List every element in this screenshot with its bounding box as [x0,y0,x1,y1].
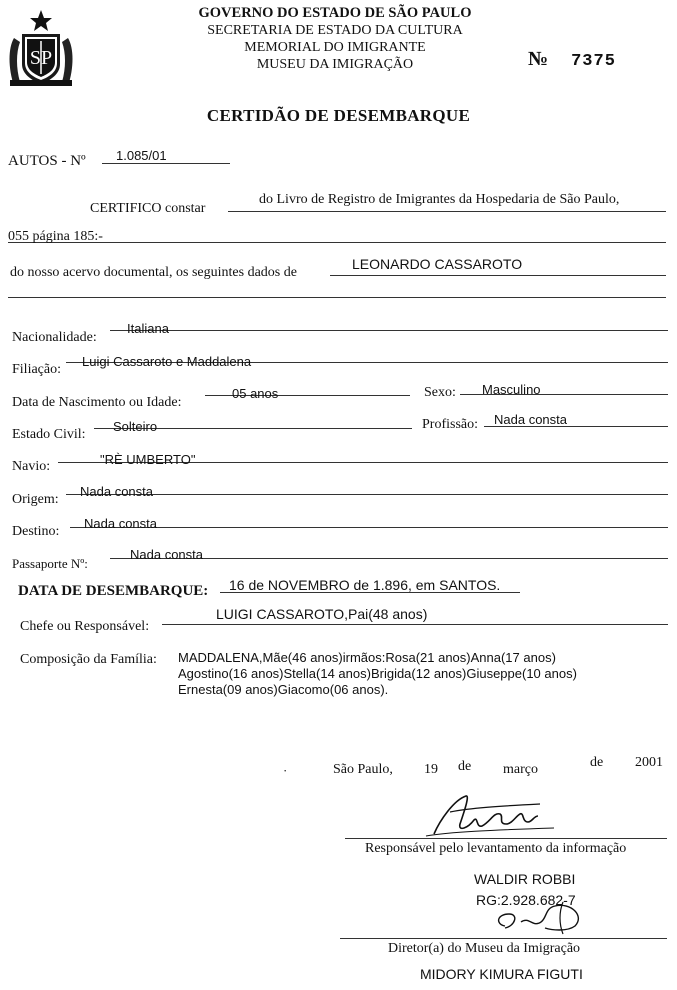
responsavel-name: WALDIR ROBBI [474,871,576,887]
certifico-value-1: do Livro de Registro de Imigrantes da Hospedaria de São Paulo, [259,192,620,207]
filiacao-value: Luigi Cassaroto e Maddalena [82,354,252,369]
autos-label: AUTOS - Nº [8,153,86,169]
certifico-label: CERTIFICO constar [90,201,206,216]
destino-line [70,527,668,528]
acervo-line-2 [8,297,666,298]
diretor-line [340,938,667,939]
desembarque-value: 16 de NOVEMBRO de 1.896, em SANTOS. [229,577,501,593]
date-month: março [503,762,538,777]
certifico-line-1 [228,211,666,212]
sao-paulo-seal-icon [6,8,76,88]
origem-value: Nada consta [80,484,153,499]
destino-value: Nada consta [84,516,157,531]
header-museum: MUSEU DA IMIGRAÇÃO [256,57,414,72]
institution-header [150,5,520,73]
header-secretariat: SECRETARIA DE ESTADO DA CULTURA [207,23,463,38]
person-name: LEONARDO CASSAROTO [352,256,523,272]
responsavel-label: Responsável pelo levantamento da informação [365,841,627,856]
responsavel-line [345,838,667,839]
nacionalidade-value: Italiana [127,321,169,336]
estado-civil-value: Solteiro [113,419,158,434]
nacionalidade-label: Nacionalidade: [12,330,97,345]
familia-line-2: Agostino(16 anos)Stella(14 anos)Brigida(12 anos)Giuseppe(10 anos) [178,666,577,681]
nacionalidade-line [110,330,668,331]
sexo-label: Sexo: [424,385,456,400]
certifico-value-2: 055 página 185:- [8,229,103,244]
origem-label: Origem: [12,492,59,507]
header-government: GOVERNO DO ESTADO DE SÃO PAULO [198,5,472,21]
autos-value: 1.085/01 [116,148,167,163]
responsavel-rg: RG:2.928.682-7 [476,892,576,908]
date-day: 19 [424,762,438,777]
diretor-name: MIDORY KIMURA FIGUTI [420,966,583,982]
chefe-line [162,624,668,625]
estado-civil-label: Estado Civil: [12,427,86,442]
autos-line [102,163,230,164]
date-de-1: de [458,759,472,774]
number-value: 7375 [571,52,616,71]
diretor-label: Diretor(a) do Museu da Imigração [388,941,581,956]
page-title: CERTIDÃO DE DESEMBARQUE [206,106,471,125]
navio-value: "RÈ UMBERTO" [100,452,196,467]
filiacao-label: Filiação: [12,362,61,377]
responsavel-signature-icon [420,790,560,840]
date-de-2: de [590,755,604,770]
nascimento-label: Data de Nascimento ou Idade: [12,395,182,410]
certificate-number [528,48,616,71]
sexo-value: Masculino [482,382,541,397]
origem-line [66,494,668,495]
passaporte-value: Nada consta [130,547,203,562]
profissao-value: Nada consta [494,412,567,427]
date-year: 2001 [635,755,663,770]
familia-label: Composição da Família: [20,652,157,667]
date-city: São Paulo, [333,762,393,777]
svg-text:SP: SP [29,47,53,69]
acervo-label: do nosso acervo documental, os seguintes dados de [10,265,297,280]
passaporte-label: Passaporte Nº: [12,556,88,571]
navio-label: Navio: [12,459,51,474]
chefe-value: LUIGI CASSAROTO,Pai(48 anos) [216,606,428,622]
certifico-line-2 [8,242,666,243]
familia-line-1: MADDALENA,Mãe(46 anos)irmãos:Rosa(21 anos)Anna(17 anos) [178,650,556,665]
profissao-label: Profissão: [422,417,478,432]
scan-dot: · [283,763,288,778]
destino-label: Destino: [12,524,60,539]
chefe-label: Chefe ou Responsável: [20,619,150,634]
header-memorial: MEMORIAL DO IMIGRANTE [244,40,426,55]
nascimento-value: 05 anos [232,386,279,401]
diretor-signature-icon [475,898,615,938]
acervo-line [330,275,666,276]
desembarque-label: DATA DE DESEMBARQUE: [18,583,209,599]
familia-line-3: Ernesta(09 anos)Giacomo(06 anos). [178,682,389,697]
number-label: № [528,48,550,70]
